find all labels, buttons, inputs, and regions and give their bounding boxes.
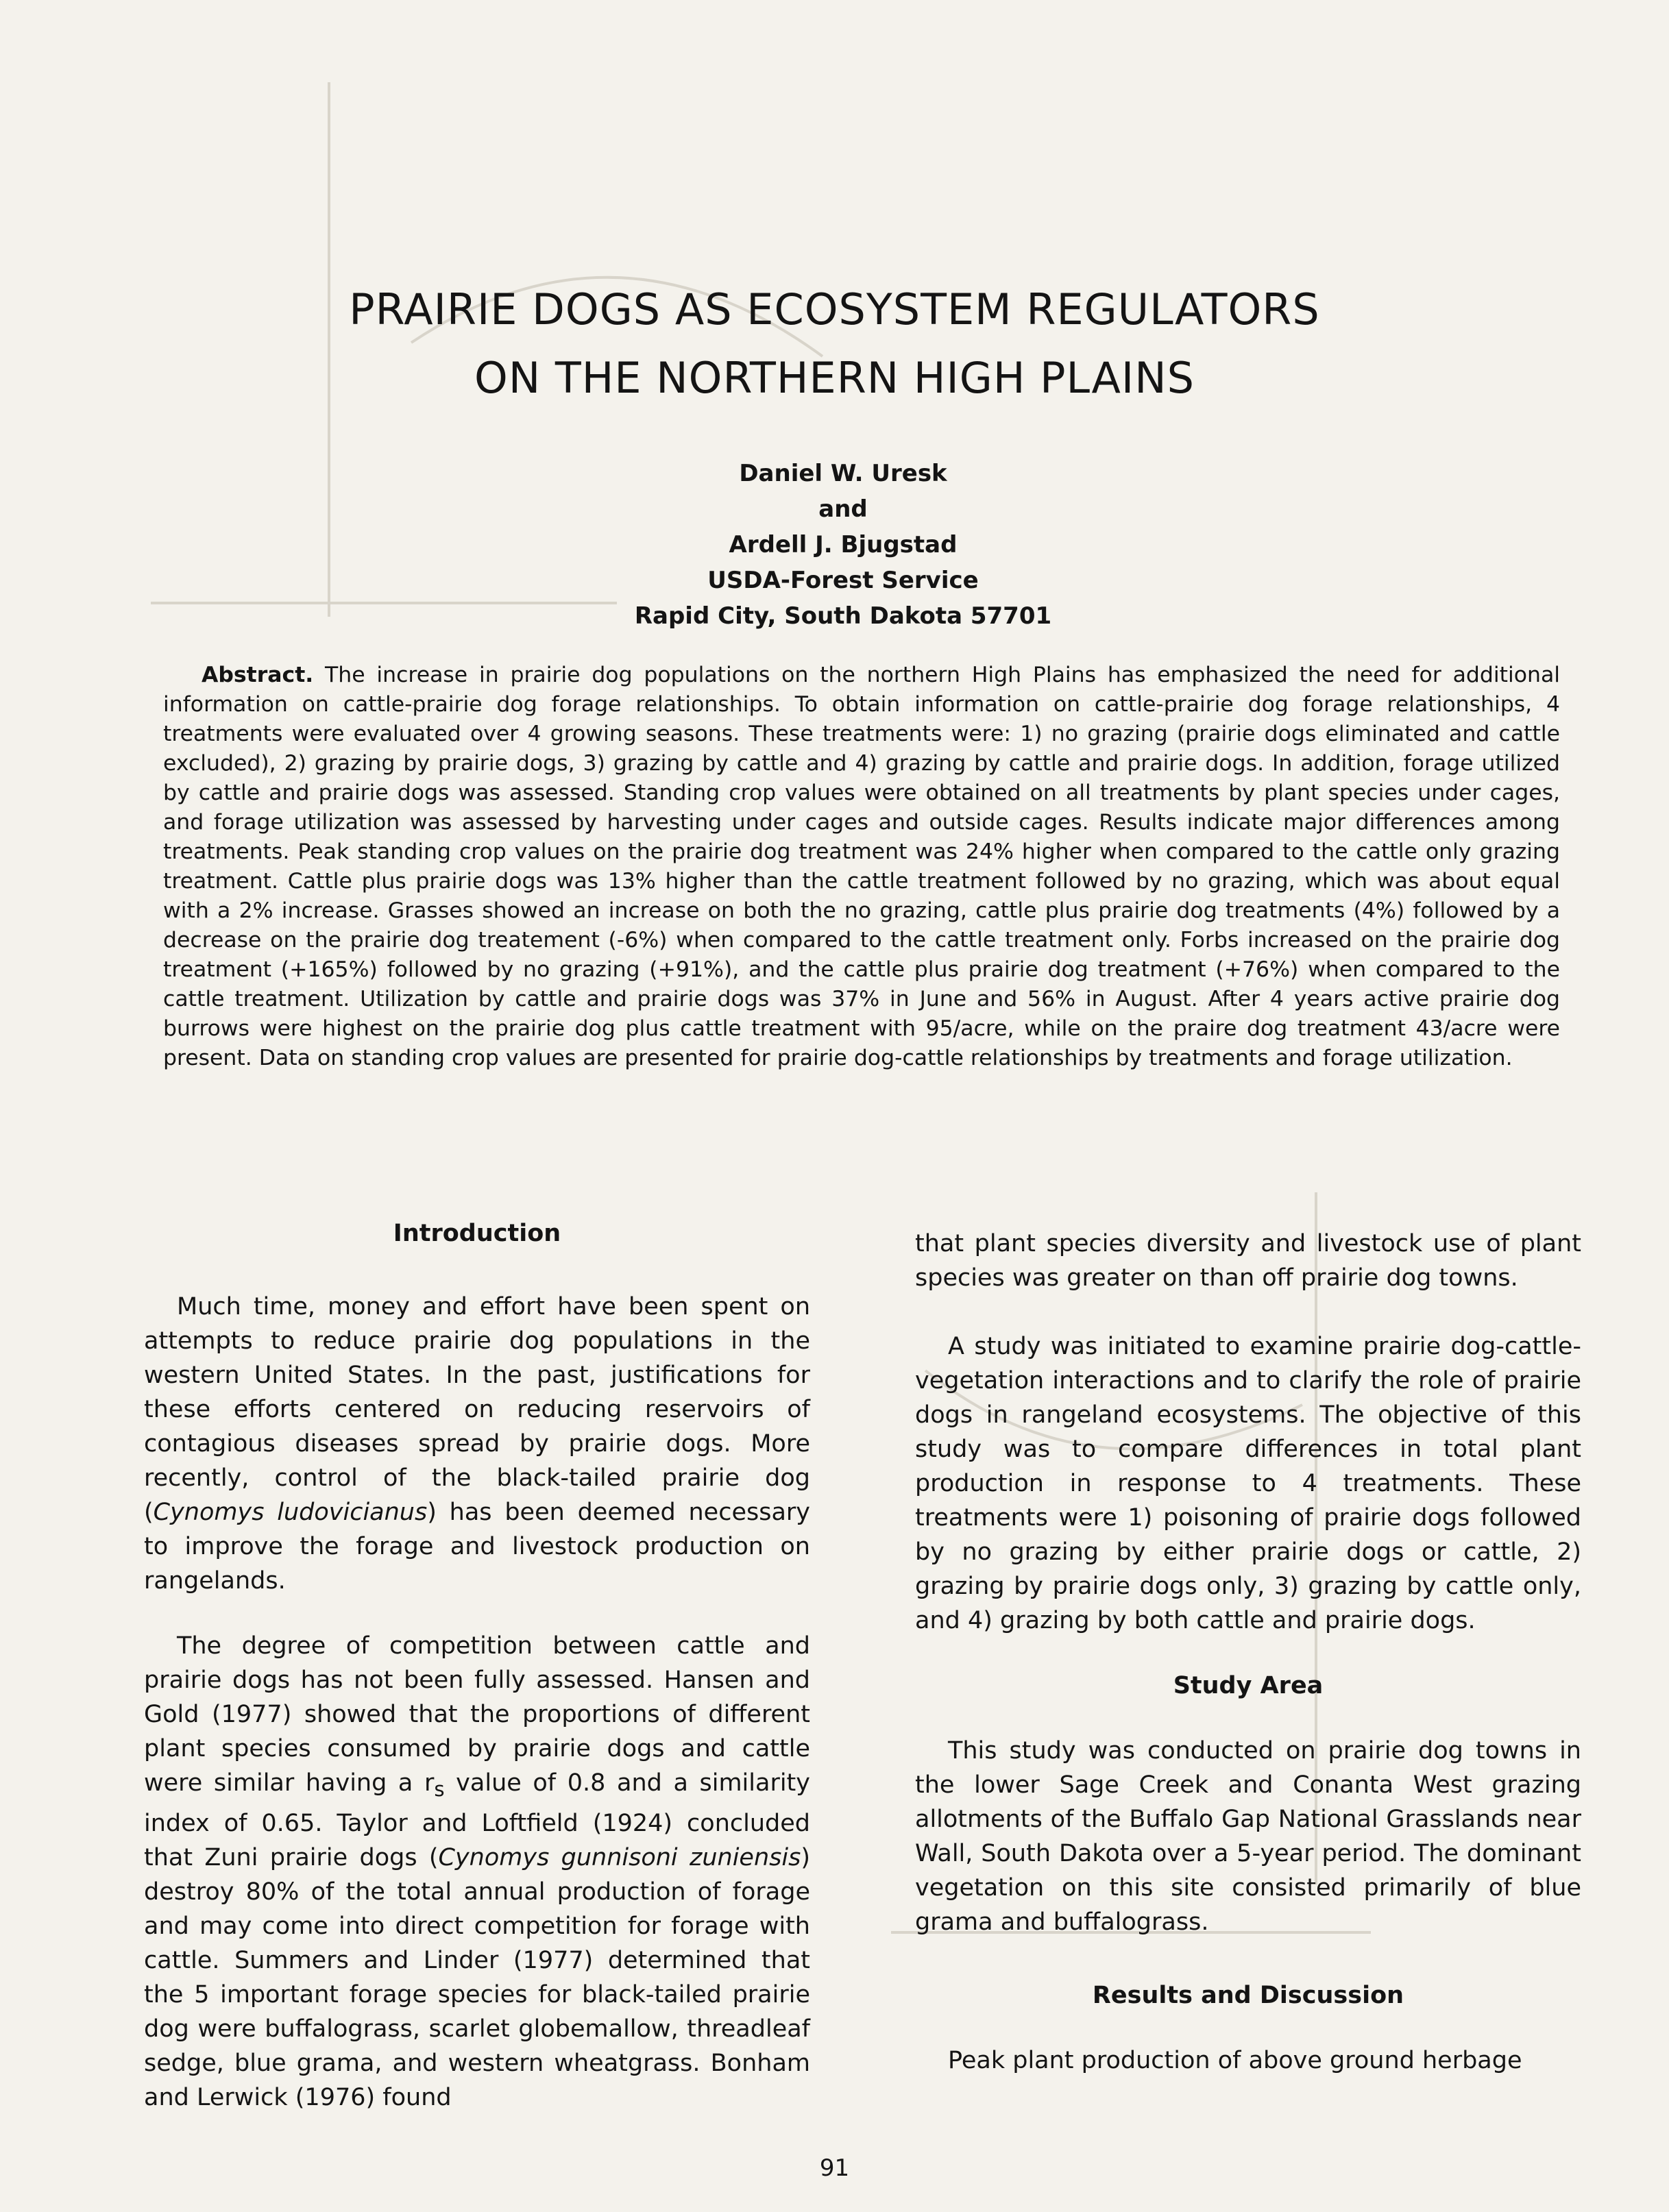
results-paragraph: Peak plant production of above ground herbage [948,2047,1522,2074]
author-organization: USDA-Forest Service [707,567,979,594]
subscript-s: s [434,1778,445,1801]
intro-paragraph-2: The degree of competition between cattle and prairie dogs has not been fully assessed. Hansen and Gold (1977) showed that the proportions of different plant species consumed by prairie dogs and cattle were similar having a $r_s$ value of 0.8 and a similarity index of 0.65. Taylor and Loftfield (1924) concluded that Zuni prairie dogs (Cynomys gunnisoni zuniensis) destroy 80% of the total annual production of forage and may come into direct competition for forage with cattle. Summers and Linder (1977) determined that the 5 important forage species for black-tailed prairie dog were buffalograss, scarlet globemallow, threadleaf sedge, blue grama, and western wheatgrass. Bonham and Lerwick (1976) found [144,1632,810,2111]
right-column [915,1227,1581,2078]
paper-title [0,275,1669,413]
species-name: Cynomys ludovicianus [153,1499,428,1526]
left-column [144,1216,810,2115]
abstract [163,661,1560,1073]
study-area-heading: Study Area [1173,1672,1324,1699]
abstract-lead: Abstract. [202,663,314,687]
objective-paragraph: A study was initiated to examine prairie dog-cattle-vegetation interactions and to clarify the role of prairie dogs in rangeland ecosystems. The objective of this study was to compare differences in total plant production in response to 4 treatments. These treatments were 1) poisoning of prairie dogs followed by no grazing by either prairie dogs or cattle, 2) grazing by prairie dogs only, 3) grazing by cattle only, and 4) grazing by both cattle and prairie dogs. [915,1333,1581,1634]
page-number: 91 [819,2154,850,2182]
author-address: Rapid City, South Dakota 57701 [634,602,1052,630]
author-1: Daniel W. Uresk [739,460,947,487]
author-block [562,456,1124,634]
species-name: Cynomys gunnisoni zuniensis [438,1844,801,1871]
title-line-2: ON THE NORTHERN HIGH PLAINS [474,353,1195,403]
intro-paragraph-1: Much time, money and effort have been spent on attempts to reduce prairie dog populations in the western United States. In the past, justifications for these efforts centered on reducing reservoirs of contagious diseases spread by prairie dogs. More recently, control of the black-tailed prairie dog (Cynomys ludovicianus) has been deemed necessary to improve the forage and livestock production on rangelands. [144,1293,810,1595]
abstract-paragraph [163,661,1560,1073]
abstract-text: The increase in prairie dog populations on the northern High Plains has emphasized the need for additional information on cattle-prairie dog forage relationships. To obtain information on cattle-prairie dog forage relationships, 4 treatments were evaluated over 4 growing seasons. These treatments were: 1) no grazing (prairie dogs eliminated and cattle excluded), 2) grazing by prairie dogs, 3) grazing by cattle and 4) grazing by cattle and prairie dogs. In addition, forage utilized by cattle and prairie dogs was assessed. Standing crop values were obtained on all treatments by plant species under cages, and forage utilization was assessed by harvesting under cages and outside cages. Results indicate major differences among treatments. Peak standing crop values on the prairie dog treatment was 24% higher when compared to the cattle only grazing treatment. Cattle plus prairie dogs was 13% higher than the cattle treatment followed by no grazing, which was about equal with a 2% increase. Grasses showed an increase on both the no grazing, cattle plus prairie dog treatments (4%) followed by a decrease on the prairie dog treatement (-6%) when compared to the cattle treatment only. Forbs increased on the prairie dog treatment (+165%) followed by no grazing (+91%), and the cattle plus prairie dog treatment (+76%) when compared to the cattle treatment. Utilization by cattle and prairie dogs was 37% in June and 56% in August. After 4 years active prairie dog burrows were highest on the prairie dog plus cattle treatment with 95/acre, while on the praire dog treatment 43/acre were present. Data on standing crop values are presented for prairie dog-cattle relationships by treatments and forage utilization. [163,663,1561,1070]
introduction-heading: Introduction [393,1220,561,1247]
study-area-paragraph: This study was conducted on prairie dog towns in the lower Sage Creek and Conanta West grazing allotments of the Buffalo Gap National Grasslands near Wall, South Dakota over a 5-year period. The dominant vegetation on this site consisted primarily of blue grama and buffalograss. [915,1737,1581,1936]
author-conjunction: and [818,495,868,523]
author-2: Ardell J. Bjugstad [729,531,958,558]
results-heading: Results and Discussion [1092,1982,1404,2009]
continued-paragraph: that plant species diversity and livestock use of plant species was greater on than off prairie dog towns. [915,1230,1581,1292]
title-line-1: PRAIRIE DOGS AS ECOSYSTEM REGULATORS [349,284,1320,334]
